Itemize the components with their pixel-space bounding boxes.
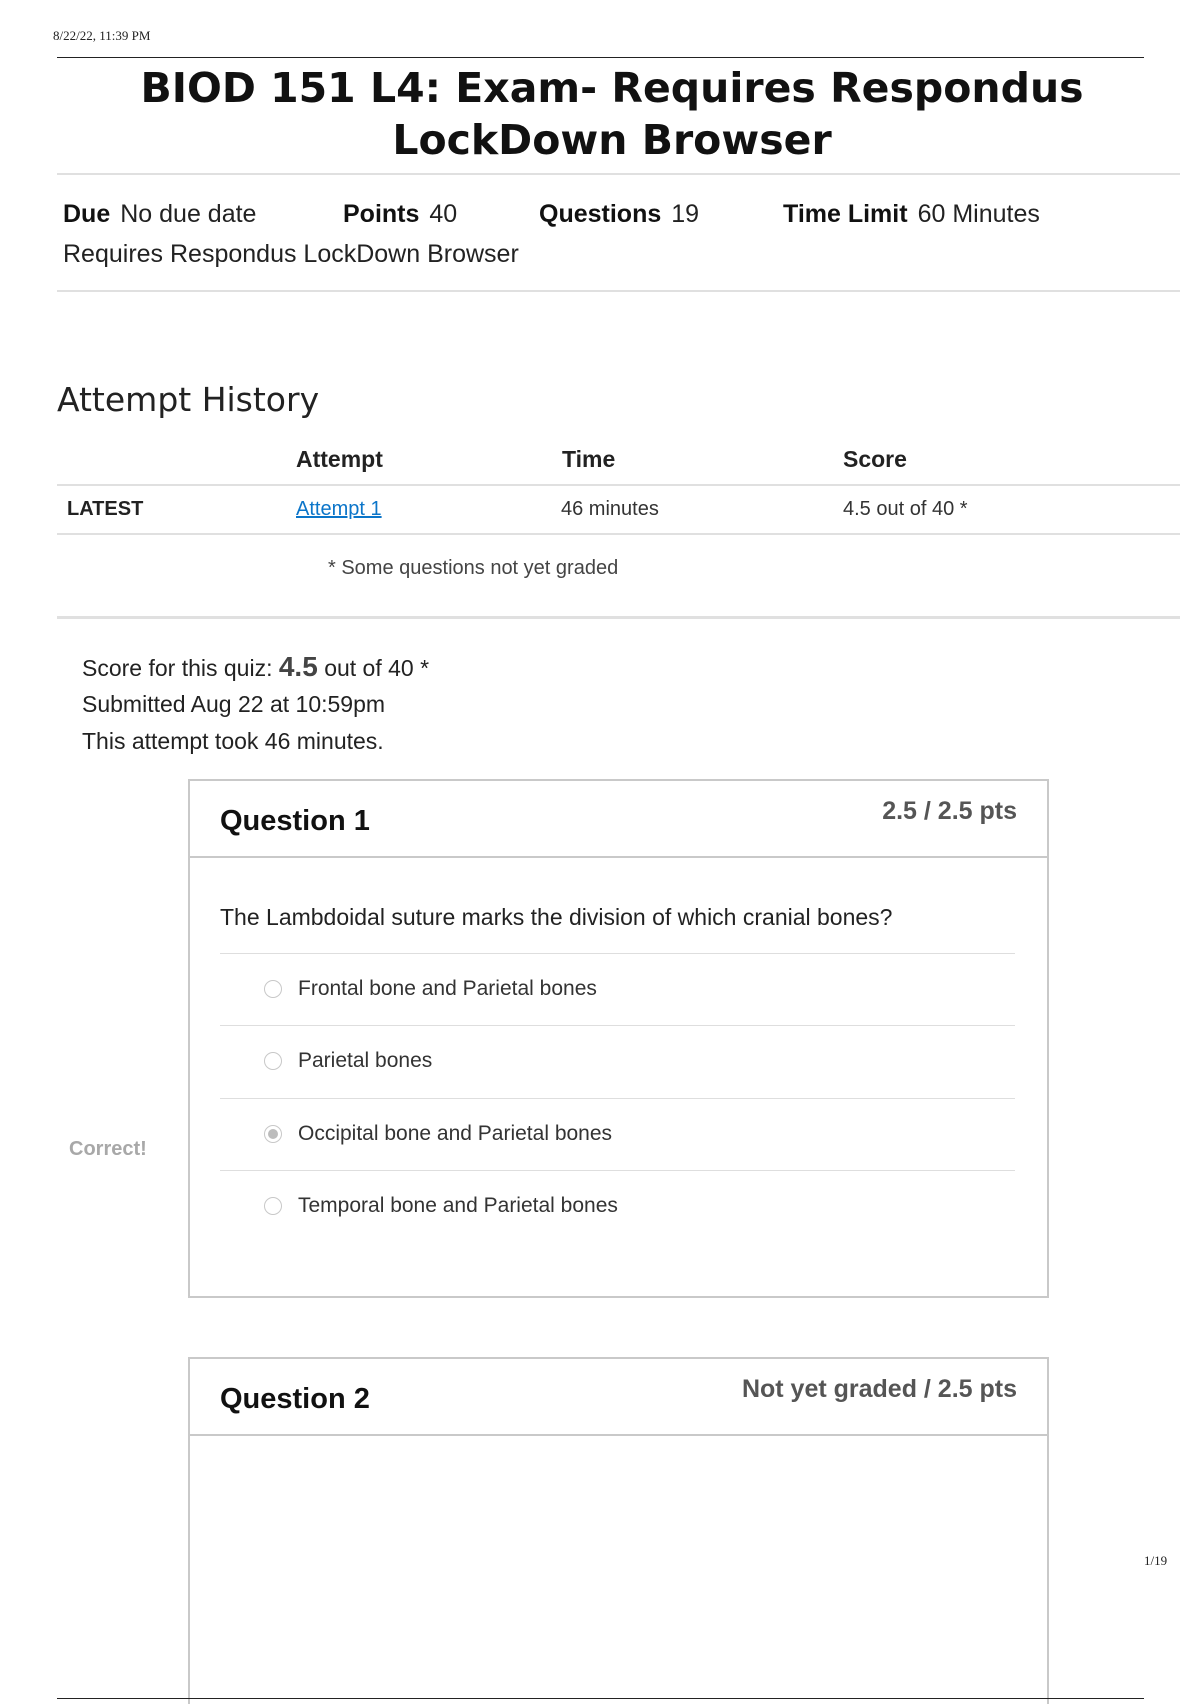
- quiz-score-line: [82, 651, 429, 683]
- duration-line: This attempt took 46 minutes.: [82, 728, 384, 754]
- top-rule: [57, 57, 1144, 58]
- answer-option-selected[interactable]: [220, 1098, 1015, 1171]
- latest-tag: LATEST: [67, 498, 144, 520]
- history-divider: [57, 616, 1180, 619]
- question-1-text: The Lambdoidal suture marks the division of which cranial bones?: [220, 904, 893, 930]
- page-number: 1/19: [1144, 1553, 1168, 1568]
- radio-icon[interactable]: [264, 980, 282, 998]
- attempt-score: 4.5 out of 40 *: [843, 498, 968, 520]
- answer-label: Occipital bone and Parietal bones: [298, 1122, 613, 1145]
- radio-selected-icon[interactable]: [264, 1125, 282, 1143]
- questions-label: Questions: [539, 200, 662, 228]
- page-title: BIOD 151 L4: Exam- Requires Respondus LockDown Browser: [140, 64, 1084, 164]
- print-datetime: 8/22/22, 11:39 PM: [53, 28, 151, 43]
- meta-questions: [539, 200, 699, 229]
- col-score-header: Score: [843, 446, 907, 472]
- meta-points: [343, 200, 457, 229]
- points-value: 40: [429, 200, 458, 228]
- radio-icon[interactable]: [264, 1052, 282, 1070]
- grading-footnote: * Some questions not yet graded: [328, 557, 619, 579]
- question-1-points: 2.5 / 2.5 pts: [882, 797, 1017, 825]
- question-1-header: [190, 781, 1047, 858]
- question-2-title: Question 2: [220, 1383, 370, 1415]
- answer-option[interactable]: [220, 953, 1015, 1026]
- correct-answer-tag: Correct!: [62, 1131, 187, 1167]
- answer-label: Frontal bone and Parietal bones: [298, 977, 597, 1000]
- meta-due: [63, 200, 256, 229]
- question-2-points: Not yet graded / 2.5 pts: [741, 1375, 1017, 1403]
- due-label: Due: [63, 200, 111, 228]
- attempt-1-link[interactable]: Attempt 1: [296, 498, 382, 520]
- col-time-header: Time: [562, 446, 616, 472]
- bottom-rule: [57, 1698, 1144, 1699]
- due-value: No due date: [120, 200, 257, 228]
- score-value: 4.5: [278, 651, 318, 682]
- time-limit-value: 60 Minutes: [917, 200, 1040, 228]
- lockdown-note: Requires Respondus LockDown Browser: [63, 240, 519, 268]
- score-prefix: Score for this quiz:: [82, 655, 273, 681]
- title-divider: [57, 173, 1180, 175]
- answer-option[interactable]: [220, 1170, 1015, 1243]
- question-1-card: [188, 779, 1049, 1298]
- question-2-card: [188, 1357, 1049, 1704]
- radio-icon[interactable]: [264, 1197, 282, 1215]
- question-1-body: [190, 858, 1047, 1296]
- answer-option[interactable]: [220, 1025, 1015, 1098]
- question-2-header: [190, 1359, 1047, 1436]
- submitted-line: Submitted Aug 22 at 10:59pm: [82, 691, 386, 717]
- table-header-divider: [57, 484, 1180, 486]
- questions-value: 19: [671, 200, 700, 228]
- table-row-divider: [57, 533, 1180, 535]
- points-label: Points: [343, 200, 420, 228]
- score-suffix: out of 40 *: [324, 655, 430, 681]
- answer-label: Parietal bones: [298, 1049, 433, 1072]
- meta-divider: [57, 290, 1180, 292]
- meta-time-limit: [783, 200, 1040, 229]
- col-attempt-header: Attempt: [296, 446, 383, 472]
- answer-label: Temporal bone and Parietal bones: [298, 1194, 618, 1217]
- attempt-time: 46 minutes: [561, 498, 659, 520]
- attempt-history-heading: Attempt History: [57, 380, 320, 419]
- time-limit-label: Time Limit: [783, 200, 908, 228]
- question-1-title: Question 1: [220, 805, 370, 837]
